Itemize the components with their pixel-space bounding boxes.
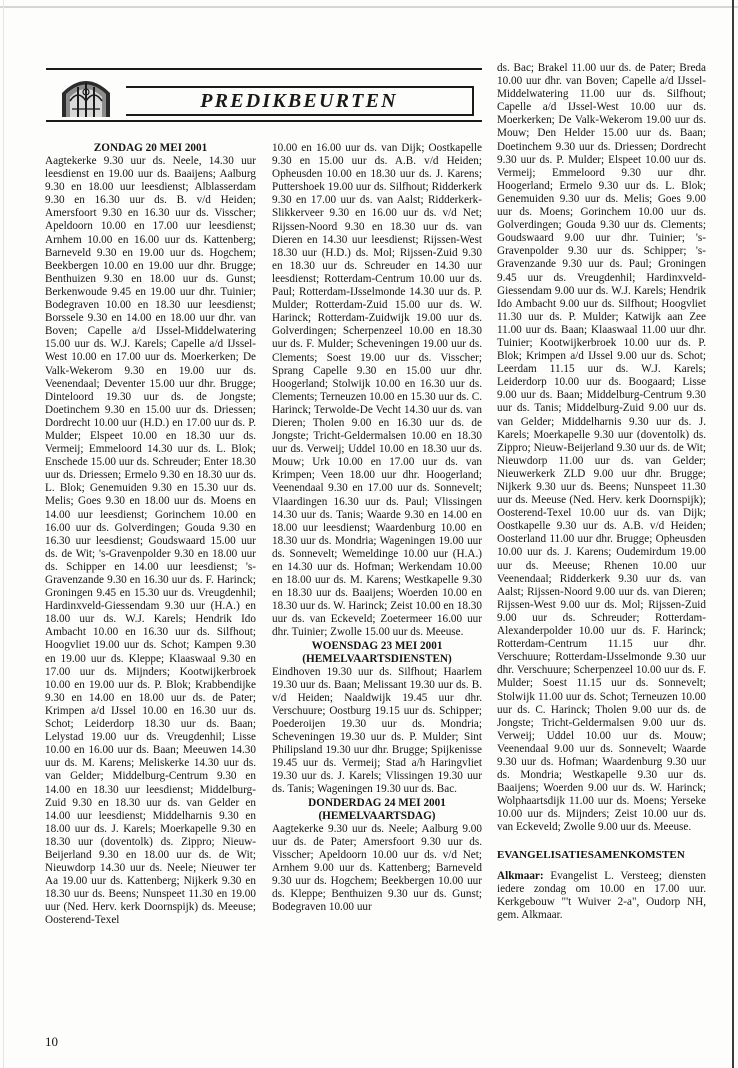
page-left-edge [3, 0, 4, 1068]
donderdag-subheading: (HEMELVAARTSDAG) [318, 809, 436, 822]
page-right-edge [732, 0, 734, 1068]
woensdag-heading: WOENSDAG 23 MEI 2001 [311, 639, 443, 652]
donderdag-text-part-1: Aagtekerke 9.30 uur ds. Neele; Aalburg 9.00 uur ds. de Pater; Amersfoort 9.30 uur ds. Visscher; Apeldoorn 10.00 uur ds. v/d Net; Arnhem 9.00 uur ds. Kattenberg; Barneveld 9.30 uur ds. Hogchem; Beekbergen 10.00 uur ds. Kleppe; Benthuizen 9.30 uur ds. Gunst; Bodegraven 10.00 uur [272, 822, 482, 914]
evangelisatie-place: Alkmaar: [497, 869, 544, 882]
evangelisatie-heading: EVANGELISATIESAMENKOMSTEN [497, 848, 685, 861]
donderdag-text-part-2: ds. Bac; Brakel 11.00 uur ds. de Pater; Breda 10.00 uur dhr. van Boven; Capelle a/d IJssel-Middelwatering 11.00 uur ds. Silfhout; Capelle a/d IJssel-West 10.00 uur ds. Moerkerken; De Valk-Wekerom 19.00 uur ds. Mouw; Den Helder 15.00 uur ds. Baan; Doetinchem 9.30 uur ds. Driessen; Dordrecht 9.30 uur ds. P. Mulder; Elspeet 10.00 uur ds. Vermeij; Emmeloord 9.30 uur dhr. Hoogerland; Ermelo 9.30 uur ds. L. Blok; Genemuiden 9.30 uur ds. Melis; Goes 9.00 uur ds. Moens; Gorinchem 10.00 uur ds. Golverdingen; Gouda 9.30 uur ds. Clements; Goudswaard 9.00 uur dhr. Tuinier; 's-Gravenpolder 9.30 uur ds. Schipper; 's-Gravenzande 9.30 uur ds. Paul; Groningen 9.45 uur ds. Vreugdenhil; Hardinxveld-Giessendam 9.00 uur ds. W.J. Karels; Hendrik Ido Ambacht 9.00 uur ds. Silfhout; Hoogvliet 11.30 uur ds. P. Mulder; Katwijk aan Zee 11.00 uur ds. Baan; Klaaswaal 11.00 uur dhr. Tuinier; Kootwijkerbroek 10.00 uur ds. P. Blok; Krimpen a/d IJssel 9.00 uur ds. Schot; Leerdam 11.15 uur ds. W.J. Karels; Leiderdorp 10.00 uur ds. Boogaard; Lisse 9.00 uur ds. Baan; Middelburg-Centrum 9.30 uur ds. Tanis; Middelburg-Zuid 9.00 uur ds. van Gelder; Middelharnis 9.30 uur ds. J. Karels; Moerkapelle 9.30 uur (doventolk) ds. Zippro; Nieuw-Beijerland 9.30 uur ds. de Wit; Nieuwdorp 11.00 uur ds. van Gelder; Nieuwerkerk ZLD 9.00 uur dhr. Brugge; Nijkerk 9.30 uur ds. Beens; Nunspeet 11.30 uur ds. Meeuse (Ned. Herv. kerk Doornspijk); Oosterend-Texel 10.00 uur ds. van Dijk; Oostkapelle 9.30 uur ds. A.B. v/d Heiden; Oosterland 11.00 uur dhr. Brugge; Opheusden 10.00 uur ds. J. Karens; Oudemirdum 19.00 uur ds. Meeuse; Rhenen 10.00 uur Veenendaal; Ridderkerk 9.30 uur ds. van Aalst; Rijssen-Noord 9.00 uur ds. van Dieren; Rijssen-West 9.00 uur ds. Mol; Rijssen-Zuid 9.00 uur ds. Schreuder; Rotterdam-Alexanderpolder 10.00 uur ds. F. Harinck; Rotterdam-Centrum 11.15 uur dhr. Verschuure; Rotterdam-IJsselmonde 9.30 uur dhr. Verschuure; Scherpenzeel 10.00 uur ds. F. Mulder; Soest 11.15 uur ds. Sonnevelt; Stolwijk 11.00 uur ds. Schot; Terneuzen 10.00 uur ds. C. Harinck; Tholen 9.00 uur ds. de Jongste; Tricht-Geldermalsen 9.00 uur ds. Verweij; Uddel 10.00 uur ds. Mouw; Veenendaal 9.00 uur ds. Sonnevelt; Waarde 9.30 uur ds. Hofman; Waardenburg 9.30 uur ds. Mondria; Westkapelle 9.30 uur ds. Baaijens; Woerden 9.00 uur ds. W. Harinck; Wolphaartsdijk 11.00 uur ds. Moens; Yerseke 10.00 uur ds. Mijnders; Zeist 10.00 uur ds. van Eckeveld; Zwolle 9.00 uur ds. Meeuse. [497, 62, 706, 834]
section-header [46, 68, 482, 122]
zondag-text-part-2: 10.00 en 16.00 uur ds. van Dijk; Oostkapelle 9.30 en 15.00 uur ds. A.B. v/d Heiden; Opheusden 10.00 en 18.30 uur ds. J. Karens; Puttershoek 19.00 uur ds. Silfhout; Ridderkerk 9.30 en 17.00 uur ds. van Aalst; Ridderkerk-Slikkerveer 9.30 en 16.00 uur ds. v/d Net; Rijssen-Noord 9.30 en 18.30 uur ds. van Dieren en 14.30 uur leesdienst; Rijssen-West 18.30 uur (H.D.) ds. Mol; Rijssen-Zuid 9.30 en 18.30 uur ds. Schreuder en 14.30 uur leesdienst; Rotterdam-Centrum 10.00 uur ds. Paul; Rotterdam-IJsselmonde 14.30 uur ds. P. Mulder; Rotterdam-Zuid 15.00 uur ds. W. Harinck; Rotterdam-Zuidwijk 19.00 uur ds. Golverdingen; Scherpenzeel 10.00 en 18.30 uur ds. F. Mulder; Scheveningen 19.00 uur ds. Clements; Soest 19.00 uur ds. Visscher; Sprang Capelle 9.30 en 15.00 uur dhr. Hoogerland; Stolwijk 10.00 en 16.30 uur ds. Clements; Terneuzen 10.00 en 15.30 uur ds. C. Harinck; Terwolde-De Vecht 14.30 uur ds. van Dieren; Tholen 9.00 en 16.30 uur ds. de Jongste; Tricht-Geldermalsen 10.00 en 18.30 uur ds. Verweij; Uddel 10.00 en 18.30 uur ds. Mouw; Urk 10.00 en 17.00 uur ds. van Krimpen; Veen 18.00 uur dhr. Hoogerland; Veenendaal 9.30 en 17.00 uur ds. Sonnevelt; Vlaardingen 16.30 uur ds. Paul; Vlissingen 14.30 uur ds. Tanis; Waarde 9.30 en 14.00 en 18.00 uur leesdienst; Waardenburg 10.00 en 18.30 uur ds. Mondria; Wageningen 19.00 uur ds. Sonnevelt; Wemeldinge 10.00 uur (H.A.) en 14.30 uur ds. Hofman; Werkendam 10.00 en 18.00 uur ds. M. Karens; Westkapelle 9.30 en 18.30 uur ds. Baaijens; Woerden 10.00 en 18.30 uur ds. W. Harinck; Zeist 10.00 en 18.30 uur ds. van Eckeveld; Zoetermeer 16.00 uur dhr. Tuinier; Zwolle 15.00 uur ds. Meeuse. [272, 142, 482, 639]
woensdag-text: Eindhoven 19.30 uur ds. Silfhout; Haarlem 19.30 uur ds. Baan; Melissant 19.30 uur ds. B. v/d Heiden; Naaldwijk 19.45 uur dhr. Verschuure; Oostburg 19.15 uur ds. Schipper; Poederoijen 19.30 uur ds. Mondria; Scheveningen 19.30 uur ds. P. Mulder; Sint Philipsland 19.30 uur dhr. Brugge; Spijkenisse 19.45 uur ds. Vermeij; Stad a/h Haringvliet 19.30 uur ds. J. Karels; Vlissingen 19.30 uur ds. Tanis; Wageningen 19.30 uur ds. Bac. [272, 665, 482, 796]
column-3 [497, 62, 706, 922]
zondag-text-part-1: Aagtekerke 9.30 uur ds. Neele, 14.30 uur leesdienst en 19.00 uur ds. Baaijens; Aalburg 9.30 en 18.00 uur leesdienst; Alblasserdam 9.30 en 16.30 uur ds. B. v/d Heiden; Amersfoort 9.30 en 16.30 uur ds. Visscher; Apeldoorn 10.00 en 17.00 uur leesdienst; Arnhem 10.00 en 16.00 uur ds. Kattenberg; Barneveld 9.30 en 19.00 uur ds. Hogchem; Beekbergen 10.00 en 19.00 uur dhr. Brugge; Benthuizen 9.30 en 18.00 uur ds. Gunst; Berkenwoude 9.45 en 19.00 uur dhr. Tuinier; Bodegraven 10.00 en 18.30 uur leesdienst; Borssele 9.30 en 14.00 en 18.00 uur dhr. van Boven; Capelle a/d IJssel-Middelwatering 15.00 uur ds. W.J. Karels; Capelle a/d IJssel-West 10.00 en 17.00 uur ds. Moerkerken; De Valk-Wekerom 9.30 en 19.00 uur ds. Veenendaal; Deventer 15.00 uur dhr. Brugge; Dinteloord 19.30 uur ds. de Jongste; Doetinchem 9.30 en 15.00 uur ds. Driessen; Dordrecht 10.00 uur (H.D.) en 17.00 uur ds. P. Mulder; Elspeet 10.00 en 18.30 uur ds. Vermeij; Emmeloord 14.30 uur ds. L. Blok; Enschede 15.00 uur ds. Schreuder; Enter 18.30 uur ds. Driessen; Ermelo 9.30 en 18.30 uur ds. L. Blok; Genemuiden 9.30 en 15.30 uur ds. Melis; Goes 9.30 en 18.00 uur ds. Moens en 14.00 uur leesdienst; Gorinchem 10.00 en 16.00 uur ds. Golverdingen; Gouda 9.30 en 16.30 uur leesdienst; Goudswaard 15.00 uur ds. de Wit; 's-Gravenpolder 9.30 en 18.00 uur ds. Schipper en 14.00 uur leesdienst; 's-Gravenzande 9.30 en 16.30 uur ds. F. Harinck; Groningen 9.45 en 15.30 uur ds. Vreugdenhil; Hardinxveld-Giessendam 9.30 uur (H.A.) en 18.00 uur ds. W.J. Karels; Hendrik Ido Ambacht 10.00 en 16.30 uur ds. Silfhout; Hoogvliet 19.00 uur ds. Schot; Kampen 9.30 en 19.00 uur ds. Kleppe; Klaaswaal 9.30 en 17.00 uur ds. Mijnders; Kootwijkerbroek 10.00 en 19.00 uur ds. P. Blok; Krabbendijke 9.30 en 14.00 en 18.00 uur ds. de Pater; Krimpen a/d IJssel 10.00 en 16.30 uur ds. Schot; Leiderdorp 18.30 uur ds. Baan; Lelystad 19.00 uur ds. Vreugdenhil; Lisse 10.00 en 16.00 uur ds. Baan; Meeuwen 14.30 uur ds. M. Karens; Meliskerke 14.30 uur ds. van Gelder; Middelburg-Centrum 9.30 en 14.00 en 18.30 uur leesdienst; Middelburg-Zuid 9.30 en 18.30 uur ds. van Gelder en 14.00 uur leesdienst; Middelharnis 9.30 en 18.00 uur ds. J. Karels; Moerkapelle 9.30 en 18.30 uur (doventolk) ds. Zippro; Nieuw-Beijerland 9.30 en 18.00 uur ds. de Wit; Nieuwdorp 14.30 uur ds. Neele; Nieuwer ter Aa 19.00 uur ds. Kattenberg; Nijkerk 9.30 en 18.30 uur ds. Beens; Nunspeet 11.30 en 19.00 uur (Ned. Herv. kerk Doornspijk) ds. Meeuse; Oosterend-Texel [45, 155, 256, 927]
evangelisatie-entry [497, 870, 706, 922]
page-number: 10 [45, 1034, 58, 1049]
page-top-rule [0, 6, 738, 8]
column-1 [45, 142, 256, 928]
header-banner [126, 86, 474, 116]
page-title: PREDIKBEURTEN [200, 89, 398, 112]
donderdag-heading: DONDERDAG 24 MEI 2001 [308, 796, 446, 809]
header-bottom-rule [46, 120, 482, 122]
column-2 [272, 142, 482, 914]
evangelisatie-text: Evangelist L. Versteeg; diensten iedere zondag om 10.00 en 17.00 uur. Kerkgebouw "'t Wuiver 2-a", Oudorp NH, gem. Alkmaar. [497, 869, 706, 921]
zondag-heading: ZONDAG 20 MEI 2001 [93, 142, 208, 154]
header-top-rule [46, 68, 482, 70]
church-window-icon [56, 75, 116, 117]
woensdag-subheading: (HEMELVAARTSDIENSTEN) [302, 652, 452, 665]
